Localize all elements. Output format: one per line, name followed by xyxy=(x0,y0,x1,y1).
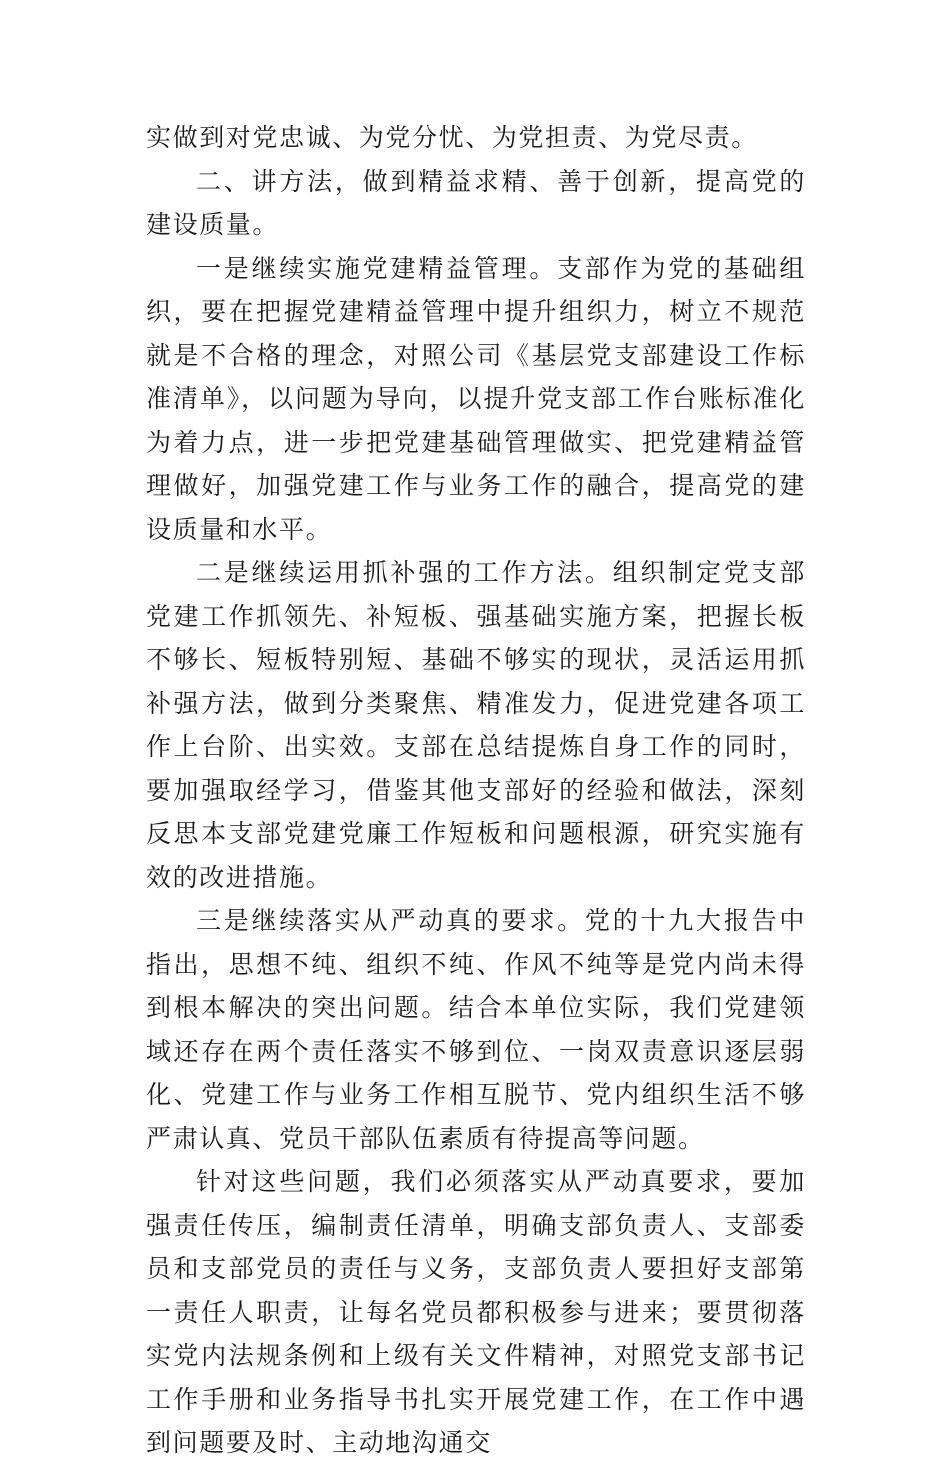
paragraph-work-method: 二是继续运用抓补强的工作方法。组织制定党支部党建工作抓领先、补短板、强基础实施方案，把握长板不够长、短板特别短、基础不够实的现状，灵活运用抓补强方法，做到分类聚焦、精准发力，促进党建各项工作上台阶、出实效。支部在总结提炼自身工作的同时，要加强取经学习，借鉴其他支部好的经验和做法，深刻反思本支部党建党廉工作短板和问题根源，研究实施有效的改进措施。 xyxy=(146,558,806,892)
paragraph-strict-requirements: 三是继续落实从严动真的要求。党的十九大报告中指出，思想不纯、组织不纯、作风不纯等是党内尚未得到根本解决的突出问题。结合本单位实际，我们党建领域还存在两个责任落实不够到位、一岗双责意识逐层弱化、党建工作与业务工作相互脱节、党内组织生活不够严肃认真、党员干部队伍素质有待提高等问题。 xyxy=(146,906,806,1153)
paragraph-responsibility: 针对这些问题，我们必须落实从严动真要求，要加强责任传压，编制责任清单，明确支部负责人、支部委员和支部党员的责任与义务，支部负责人要担好支部第一责任人职责，让每名党员都积极参与进来；要贯彻落实党内法规条例和上级有关文件精神，对照党支部书记工作手册和业务指导书扎实开展党建工作，在工作中遇到问题要及时、主动地沟通交 xyxy=(146,1167,806,1457)
paragraph-continuation: 实做到对党忠诚、为党分忧、为党担责、为党尽责。 xyxy=(146,123,758,152)
section-heading: 二、讲方法，做到精益求精、善于创新，提高党的建设质量。 xyxy=(146,166,806,239)
paragraph-lean-management: 一是继续实施党建精益管理。支部作为党的基础组织，要在把握党建精益管理中提升组织力，树立不规范就是不合格的理念，对照公司《基层党支部建设工作标准清单》，以问题为导向，以提升党支部工作台账标准化为着力点，进一步把党建基础管理做实、把党建精益管理做好，加强党建工作与业务工作的融合，提高党的建设质量和水平。 xyxy=(146,253,806,544)
document-body xyxy=(146,116,806,1465)
